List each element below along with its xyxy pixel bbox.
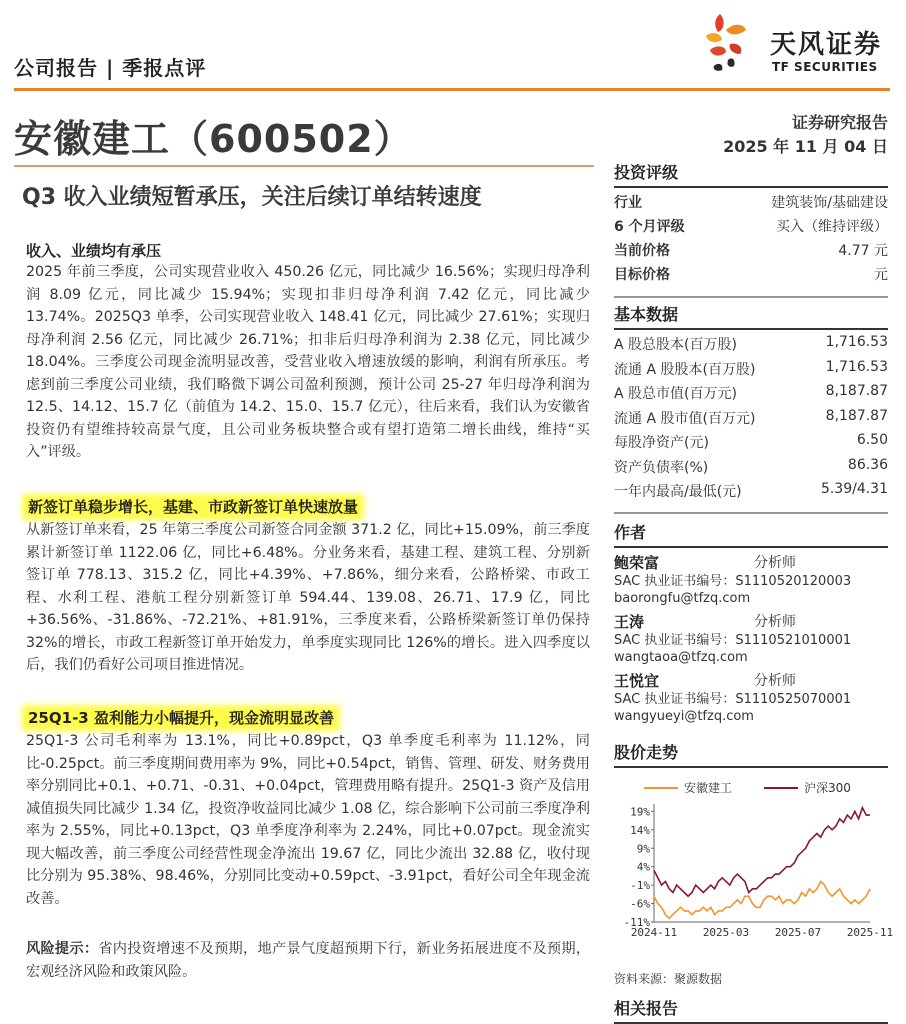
section-3: [26, 707, 590, 910]
basics-box: [614, 302, 888, 514]
report-category: 公司报告 | 季报点评: [14, 56, 207, 80]
y-tick-label: 4%: [636, 860, 650, 874]
x-tick-label: 2025-07: [774, 926, 822, 939]
y-tick-label: 14%: [630, 823, 650, 837]
legend-label: 沪深300: [804, 781, 851, 795]
legend-label: 安徽建工: [684, 781, 733, 795]
title-rule: [14, 165, 594, 167]
rating-heading: 投资评级: [614, 160, 888, 188]
section-heading-2: 新签订单稳步增长，基建、市政新签订单快速放量: [28, 498, 359, 516]
price-chart: [614, 768, 894, 968]
series-line-1: [654, 881, 870, 918]
author-entry: 鲍荣富 分析师 SAC 执业证书编号：S1110520120003 baorongfu@tfzq.com: [614, 552, 888, 607]
report-type: 证券研究报告: [791, 113, 888, 132]
basics-row: 资产负债率(%) 86.36: [614, 456, 888, 476]
y-tick-label: -6%: [630, 897, 650, 911]
author-email[interactable]: wangyueyi@tfzq.com: [614, 709, 754, 724]
authors-heading: 作者: [614, 520, 888, 548]
rating-row: 当前价格 4.77 元: [614, 243, 888, 259]
section-body-1: 2025 年前三季度，公司实现营业收入 450.26 亿元，同比减少 16.56%；实现归母净利润 8.09 亿元，同比减少 15.94%；实现扣非归母净利润 7.42 亿元，同比减少 13.74%。2025Q3 单季，公司实现营业收入 148.41 亿元，同比减少 27.61%；实现归母净利润 2.56 亿元，同比减少 26.71%；扣非后归母净利润为 2.38 亿元，同比减少 18.04%。三季度公司现金流明显改善，受营业收入增速放缓的影响，利润有所承压。考虑到前三季度公司业绩，我们略微下调公司盈利预测，预计公司 25-27 年归母净利润为 12.5、14.12、15.7 亿（前值为 14.2、15.0、15.7 亿元），往后来看，我们认为安徽省投资仍有望维持较高景气度，且公司业务板块整合或有望打造第二增长曲线，维持“买入”评级。: [26, 264, 590, 460]
risk-warning: [26, 938, 590, 983]
rating-row: 目标价格 元: [614, 267, 888, 283]
y-tick-label: -1%: [630, 879, 650, 893]
basics-row: A 股总市值(百万元) 8,187.87: [614, 383, 888, 402]
x-tick-label: 2025-11: [846, 926, 894, 939]
divider: [614, 296, 888, 298]
chart-source: 资料来源：聚源数据: [614, 972, 723, 986]
basics-row: 流通 A 股股本(百万股) 1,716.53: [614, 358, 888, 378]
basics-row: 每股净资产(元) 6.50: [614, 432, 888, 451]
report-date: 2025 年 11 月 04 日: [723, 137, 888, 156]
series-line-2: [654, 808, 870, 897]
basics-row: A 股总股本(百万股) 1,716.53: [614, 334, 888, 353]
authors-box: [614, 520, 888, 725]
rating-box: [614, 160, 888, 298]
author-entry: 王悦宜 分析师 SAC 执业证书编号：S1110525070001 wangyueyi@tfzq.com: [614, 670, 888, 725]
risk-text: 省内投资增速不及预期，地产景气度超预期下行，新业务拓展进度不及预期，宏观经济风险和政策风险。: [26, 941, 590, 980]
tf-securities-logo: [700, 10, 890, 80]
divider: [614, 512, 888, 514]
risk-label: 风险提示：: [26, 941, 99, 957]
y-tick-label: 9%: [636, 842, 650, 856]
price-chart-heading: 股价走势: [614, 740, 888, 768]
section-body-2: 从新签订单来看，25 年第三季度公司新签合同金额 371.2 亿，同比+15.09%，前三季度累计新签订单 1122.06 亿，同比+6.48%。分业务来看，基建工程、建筑工程、分别新签订单 778.13、315.2 亿，同比+4.39%、+7.86%，细分来看，公路桥梁、市政工程、水利工程、港航工程分别新签订单 594.44、139.08、26.71、17.9 亿，同比+36.56%、-31.86%、-72.21%、+81.91%，三季度来看，公路桥梁新签订单仍保持 32%的增长，市政工程新签订单开始发力，单季度实现同比 126%的增长。进入四季度以后，我们仍看好公司项目推进情况。: [26, 522, 590, 673]
rating-row: 行业 建筑装饰/基础建设: [614, 195, 888, 211]
page-title: 安徽建工（600502）: [14, 117, 413, 161]
logo-text-en: TF SECURITIES: [772, 60, 878, 74]
x-tick-label: 2024-11: [630, 926, 678, 939]
logo-text-cn: 天风证券: [770, 30, 883, 60]
page-subtitle: Q3 收入业绩短暂承压，关注后续订单结转速度: [22, 185, 482, 210]
author-entry: 王涛 分析师 SAC 执业证书编号：S1110521010001 wangtaoa@tfzq.com: [614, 611, 888, 666]
section-heading-1: 收入、业绩均有承压: [26, 242, 162, 260]
author-email[interactable]: baorongfu@tfzq.com: [614, 591, 751, 606]
y-tick-label: -11%: [623, 916, 650, 929]
basics-row: 一年内最高/最低(元) 5.39/4.31: [614, 481, 888, 500]
related-heading: 相关报告: [614, 996, 888, 1024]
basics-row: 流通 A 股市值(百万元) 8,187.87: [614, 407, 888, 427]
rating-row: 6 个月评级 买入（维持评级）: [614, 219, 888, 235]
section-body-3: 25Q1-3 公司毛利率为 13.1%，同比+0.89pct，Q3 单季度毛利率为 11.12%，同比-0.25pct。前三季度期间费用率为 9%，同比+0.54pct，销售、管理、研发、财务费用率分别同比+0.1、+0.71、-0.31、+0.04pct，管理费用略有提升。25Q1-3 资产及信用减值损失同比减少 1.34 亿，投资净收益同比减少 1.08 亿，综合影响下公司前三季度净利率为 2.55%，同比+0.13pct，Q3 单季度净利率为 2.24%，同比+0.07pct。现金流实现大幅改善，前三季度公司经营性现金净流出 19.67 亿，同比少流出 32.88 亿，收付现比分别为 95.38%、98.46%，分别同比变动+0.59pct、-3.91pct，看好公司全年现金流改善。: [26, 733, 590, 907]
y-tick-label: 19%: [630, 805, 650, 819]
logo-mark-icon: [700, 10, 764, 80]
author-email[interactable]: wangtaoa@tfzq.com: [614, 650, 748, 665]
main-content: [26, 240, 590, 464]
header-rule: [14, 88, 890, 91]
section-heading-3: 25Q1-3 盈利能力小幅提升，现金流明显改善: [28, 709, 334, 727]
basics-heading: 基本数据: [614, 302, 888, 330]
x-tick-label: 2025-03: [702, 926, 750, 939]
price-chart-box: [614, 740, 894, 987]
related-box: [614, 996, 888, 1024]
section-2: [26, 496, 590, 677]
